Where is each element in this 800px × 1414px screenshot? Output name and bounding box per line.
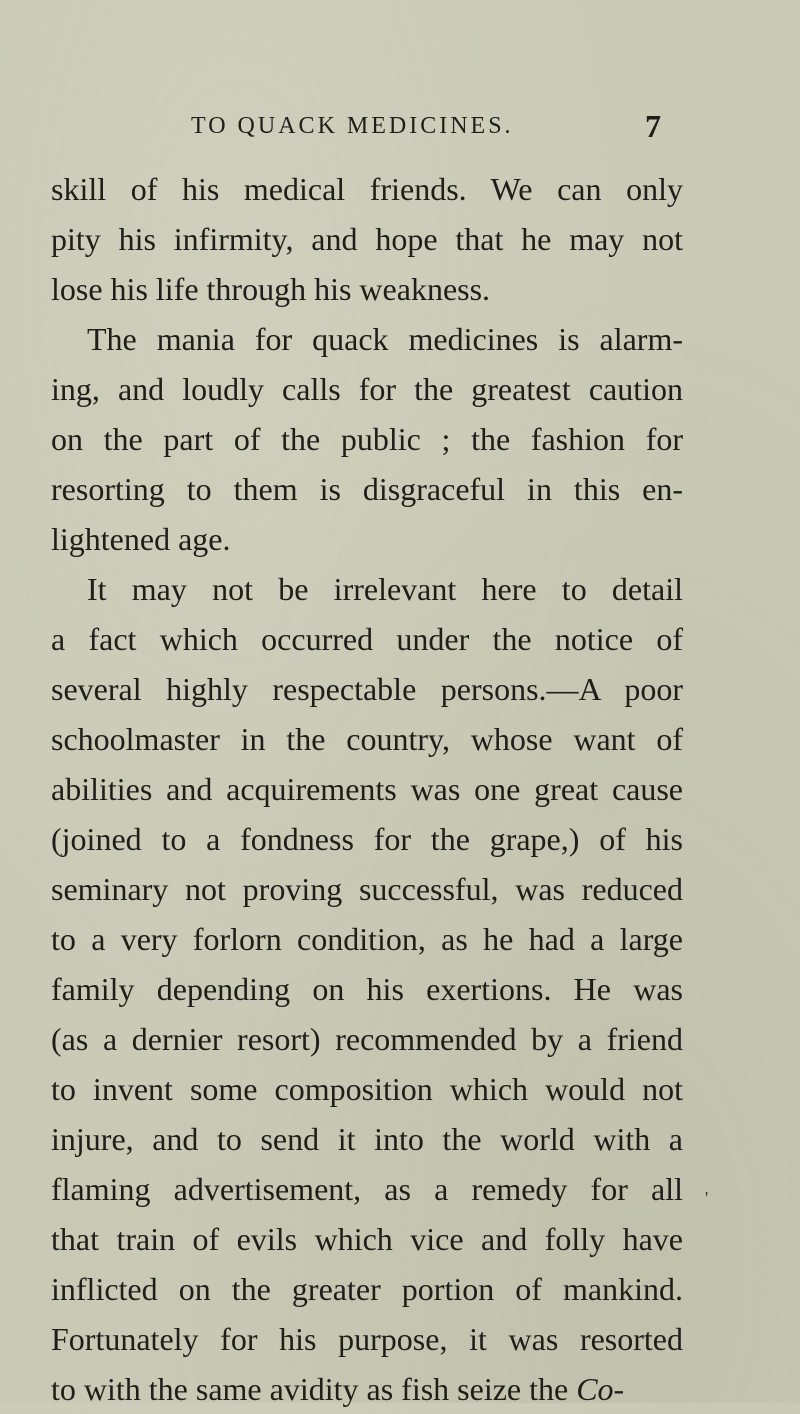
text-line: (as a dernier resort) recommended by a friend (51, 1021, 683, 1057)
text-line: lightened age. (51, 521, 231, 557)
text-line: several highly respectable persons.—A poor (51, 671, 683, 707)
margin-mark: ' (705, 1188, 709, 1208)
text-line: pity his infirmity, and hope that he may not (51, 221, 683, 257)
text-line: to a very forlorn condition, as he had a large (51, 921, 683, 957)
body-text (51, 164, 683, 1414)
text-line: inflicted on the greater portion of mankind. (51, 1271, 683, 1307)
text-line: abilities and acquirements was one great cause (51, 771, 683, 807)
text-line: that train of evils which vice and folly have (51, 1221, 683, 1257)
text-line: Fortunately for his purpose, it was resorted (51, 1321, 683, 1357)
running-title: TO QUACK MEDICINES. (191, 113, 514, 139)
text-line: skill of his medical friends. We can only (51, 171, 683, 207)
text-line: The mania for quack medicines is alarm- (87, 321, 683, 357)
page-number: 7 (645, 108, 661, 144)
text-line: schoolmaster in the country, whose want of (51, 721, 683, 757)
text-line-final-italic: Co- (576, 1371, 625, 1407)
text-line: lose his life through his weakness. (51, 271, 491, 307)
running-head (191, 106, 661, 146)
text-line: (joined to a fondness for the grape,) of his (51, 821, 683, 857)
text-line: injure, and to send it into the world with a (51, 1121, 683, 1157)
text-line-final-roman: to with the same avidity as fish seize the (51, 1371, 577, 1407)
text-line: on the part of the public ; the fashion for (51, 421, 683, 457)
text-line: resorting to them is disgraceful in this en- (51, 471, 683, 507)
text-line: flaming advertisement, as a remedy for all (51, 1171, 683, 1207)
text-line: family depending on his exertions. He was (51, 971, 683, 1007)
text-line-final (51, 1364, 683, 1414)
text-line: seminary not proving successful, was reduced (51, 871, 683, 907)
text-line: a fact which occurred under the notice of (51, 621, 683, 657)
text-line: ing, and loudly calls for the greatest caution (51, 371, 683, 407)
text-line: It may not be irrelevant here to detail (87, 571, 683, 607)
text-line: to invent some composition which would not (51, 1071, 683, 1107)
